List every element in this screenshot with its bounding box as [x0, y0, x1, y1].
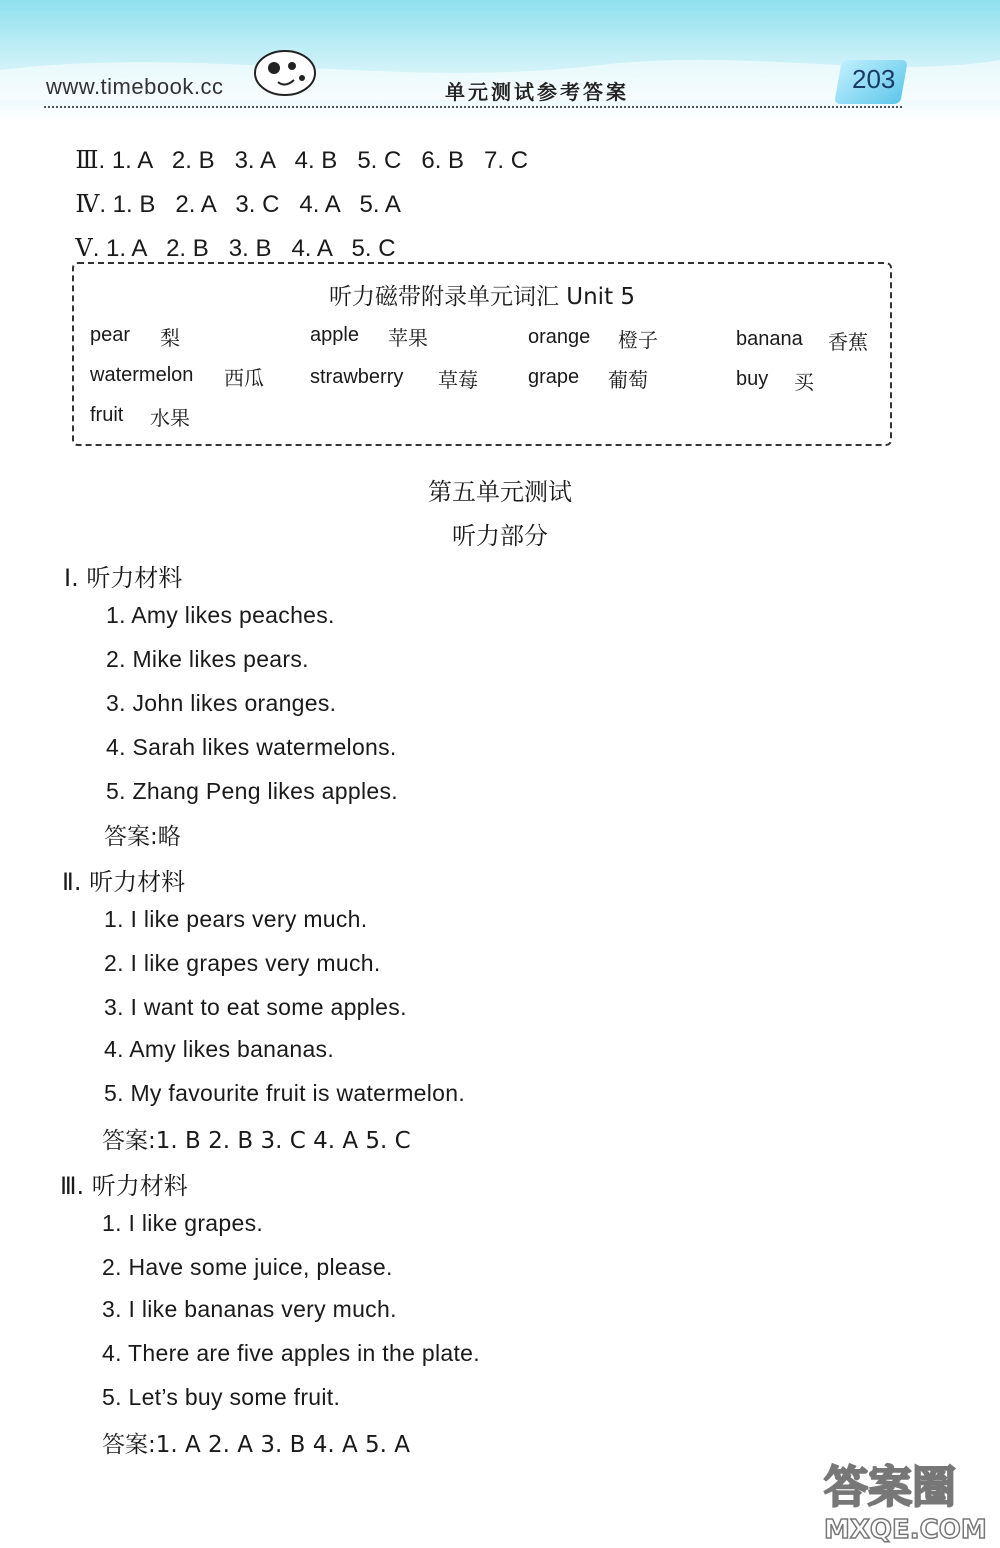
vocab-cn: 草莓 — [438, 368, 478, 392]
section-heading: Ⅲ. 听力材料 — [60, 1172, 188, 1200]
listening-item: 1. I like grapes. — [102, 1210, 264, 1236]
roman-numeral: Ⅲ — [75, 146, 99, 174]
page-number: 203 — [852, 64, 896, 94]
site-url: www.timebook.cc — [46, 74, 224, 99]
vocab-cn: 水果 — [150, 406, 190, 430]
vocab-title: 听力磁带附录单元词汇 Unit 5 — [328, 284, 636, 310]
listening-item: 5. My favourite fruit is watermelon. — [104, 1080, 466, 1106]
roman-numeral: Ⅴ — [75, 234, 93, 262]
roman-numeral: Ⅳ — [75, 190, 100, 218]
listening-item: 5. Let’s buy some fruit. — [102, 1384, 341, 1410]
listening-item: 5. Zhang Peng likes apples. — [106, 778, 398, 804]
vocab-en: watermelon — [90, 364, 194, 386]
answer-line: 答案:1. A 2. A 3. B 4. A 5. A — [102, 1432, 410, 1458]
watermark-logo — [820, 1456, 995, 1546]
answer-text: . 1. B 2. A 3. C 4. A 5. A — [99, 191, 401, 218]
vocab-en: fruit — [90, 404, 124, 426]
listening-item: 3. John likes oranges. — [106, 690, 337, 716]
answer-line: 答案:1. B 2. B 3. C 4. A 5. C — [102, 1128, 411, 1154]
watermark-text-top: 答案圈 — [824, 1462, 956, 1513]
listening-item: 2. Have some juice, please. — [102, 1254, 393, 1280]
listening-item: 4. There are five apples in the plate. — [102, 1340, 480, 1366]
mascot-icon — [252, 48, 318, 98]
vocab-box — [72, 262, 892, 446]
answer-text: . 1. A 2. B 3. A 4. B 5. C 6. B 7. C — [98, 147, 529, 174]
answer-text: . 1. A 2. B 3. B 4. A 5. C — [92, 235, 396, 262]
vocab-en: pear — [90, 324, 131, 346]
vocab-cn: 买 — [794, 370, 814, 394]
test-title: 第五单元测试 — [428, 478, 572, 506]
vocab-en: apple — [310, 324, 359, 346]
vocab-cn: 西瓜 — [224, 366, 264, 390]
vocab-cn: 苹果 — [388, 326, 428, 350]
vocab-cn: 葡萄 — [608, 368, 648, 392]
vocab-cn: 香蕉 — [828, 330, 868, 354]
answer-line-5 — [62, 206, 396, 263]
listening-item: 2. I like grapes very much. — [104, 950, 381, 976]
vocab-en: grape — [528, 366, 580, 388]
vocab-en: banana — [736, 328, 803, 350]
listening-item: 4. Sarah likes watermelons. — [106, 734, 397, 760]
header-divider — [44, 106, 902, 108]
listening-item: 2. Mike likes pears. — [106, 646, 309, 672]
watermark-text-bottom: MXQE.COM — [824, 1515, 987, 1545]
header-title: 单元测试参考答案 — [445, 80, 629, 104]
answer-line: 答案:略 — [104, 824, 181, 850]
vocab-en: buy — [736, 368, 769, 390]
section-heading: Ⅱ. 听力材料 — [62, 868, 186, 896]
listening-item: 3. I like bananas very much. — [102, 1296, 397, 1322]
listening-item: 4. Amy likes bananas. — [104, 1036, 335, 1062]
vocab-en: orange — [528, 326, 591, 348]
listening-item: 1. Amy likes peaches. — [106, 602, 335, 628]
test-subtitle: 听力部分 — [452, 522, 548, 550]
listening-item: 3. I want to eat some apples. — [104, 994, 407, 1020]
vocab-en: strawberry — [310, 366, 404, 388]
vocab-cn: 橙子 — [618, 328, 658, 352]
section-heading: Ⅰ. 听力材料 — [64, 564, 183, 592]
vocab-cn: 梨 — [160, 326, 180, 350]
listening-item: 1. I like pears very much. — [104, 906, 368, 932]
